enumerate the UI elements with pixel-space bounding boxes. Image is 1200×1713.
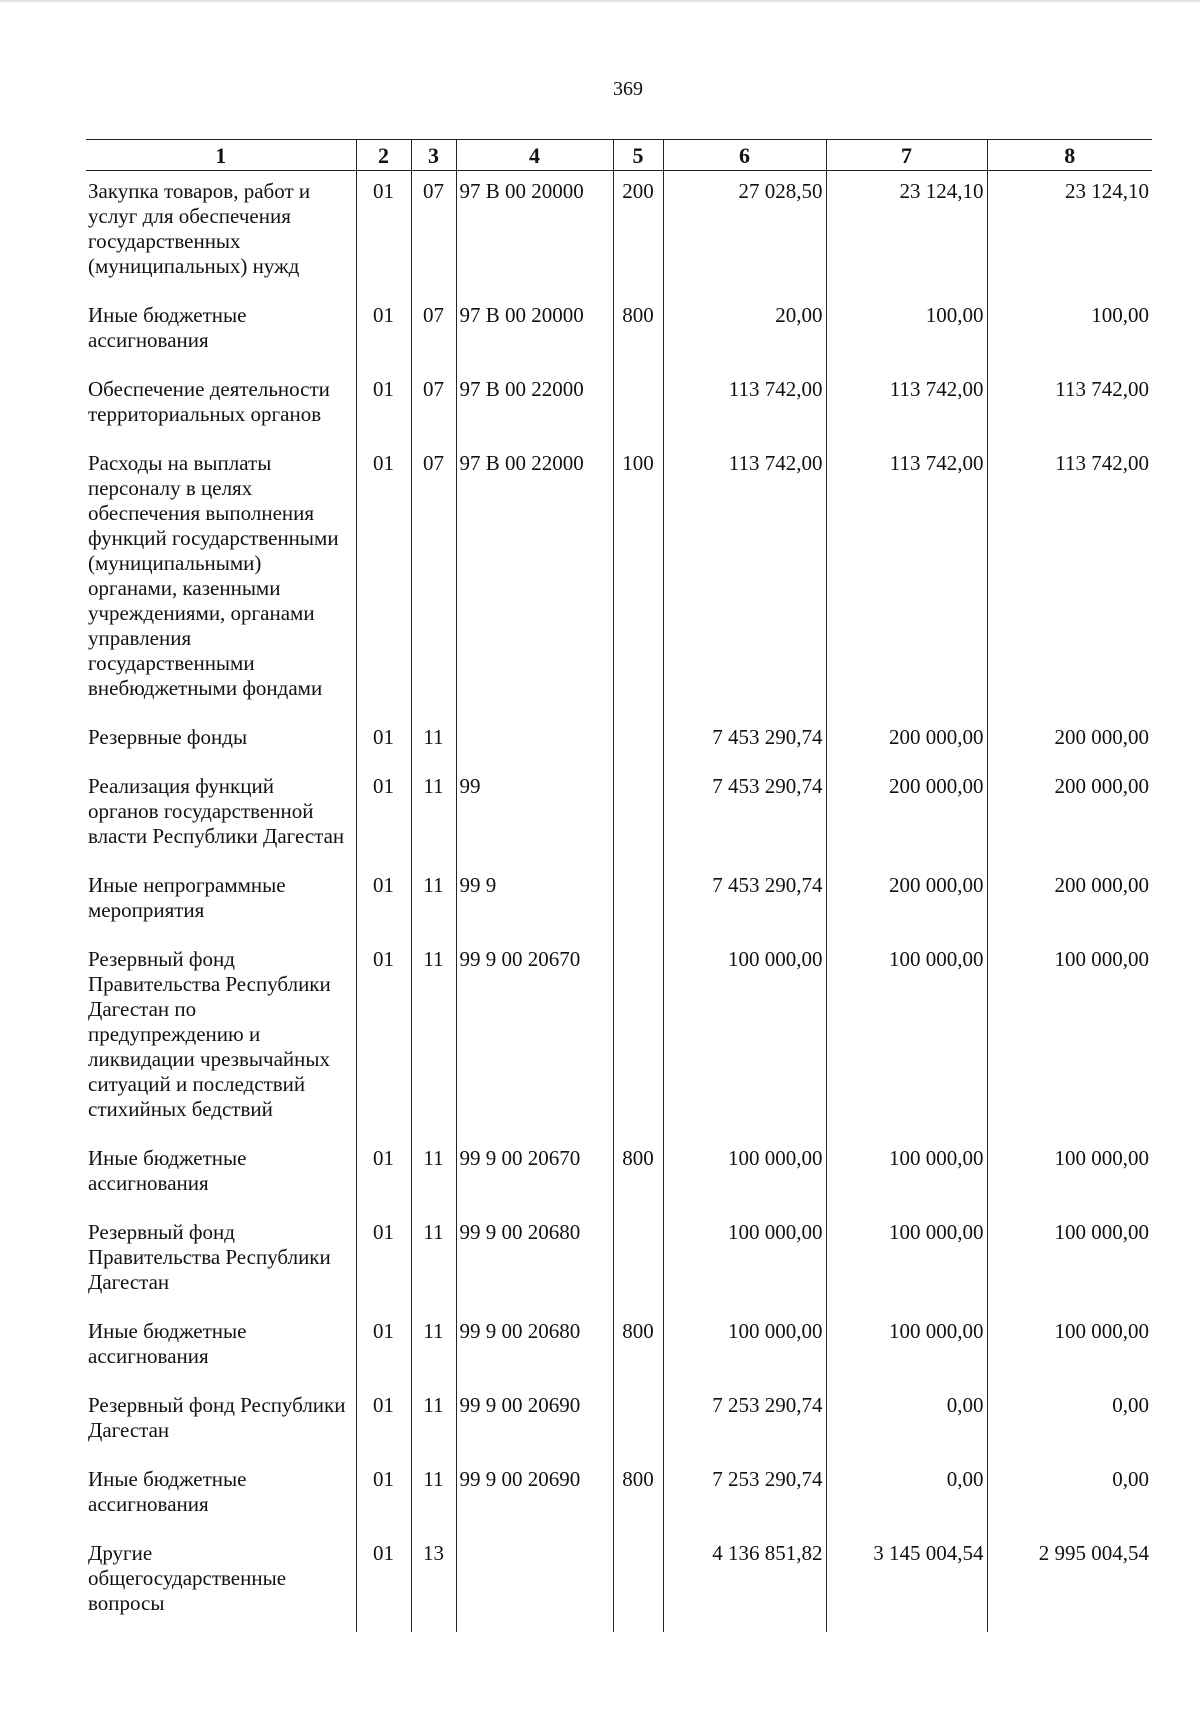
target-article-code: 99 9 xyxy=(456,865,613,939)
column-header: 5 xyxy=(613,140,663,171)
scan-edge xyxy=(0,0,1200,3)
table-row xyxy=(86,717,1152,766)
expense-type-code: 200 xyxy=(613,171,663,296)
subsection-code: 07 xyxy=(411,369,456,443)
amount-year-1: 7 453 290,74 xyxy=(663,865,826,939)
section-code: 01 xyxy=(356,295,411,369)
table-row xyxy=(86,1385,1152,1459)
amount-year-1: 113 742,00 xyxy=(663,369,826,443)
amount-year-3: 100,00 xyxy=(987,295,1152,369)
amount-year-3: 113 742,00 xyxy=(987,443,1152,717)
subsection-code: 11 xyxy=(411,1385,456,1459)
header-row xyxy=(86,140,1152,171)
amount-year-2: 0,00 xyxy=(826,1385,987,1459)
amount-year-1: 100 000,00 xyxy=(663,1212,826,1311)
expense-name: Другие общегосударственные вопросы xyxy=(88,1541,287,1615)
table-row xyxy=(86,171,1152,296)
expense-type-code xyxy=(613,939,663,1138)
section-code: 01 xyxy=(356,1311,411,1385)
column-header: 1 xyxy=(86,140,356,171)
amount-year-2: 113 742,00 xyxy=(826,369,987,443)
expense-type-code xyxy=(613,369,663,443)
budget-table xyxy=(86,139,1152,1632)
expense-type-code: 800 xyxy=(613,1459,663,1533)
expense-name: Иные бюджетные ассигнования xyxy=(88,1319,247,1368)
amount-year-3: 100 000,00 xyxy=(987,1311,1152,1385)
expense-name: Иные бюджетные ассигнования xyxy=(88,303,247,352)
subsection-code: 11 xyxy=(411,939,456,1138)
expense-name: Резервный фонд Правительства Республики Дагестан xyxy=(88,1220,331,1294)
amount-year-3: 200 000,00 xyxy=(987,766,1152,865)
section-code: 01 xyxy=(356,1138,411,1212)
amount-year-3: 100 000,00 xyxy=(987,1212,1152,1311)
column-header: 2 xyxy=(356,140,411,171)
expense-name: Резервный фонд Республики Дагестан xyxy=(88,1393,346,1442)
table-row xyxy=(86,1138,1152,1212)
target-article-code: 99 9 00 20680 xyxy=(456,1212,613,1311)
expense-name: Реализация функций органов государственной власти Республики Дагестан xyxy=(88,774,345,848)
page-number: 369 xyxy=(613,78,643,100)
expense-name: Резервные фонды xyxy=(88,725,248,749)
section-code: 01 xyxy=(356,369,411,443)
amount-year-3: 0,00 xyxy=(987,1385,1152,1459)
table-row xyxy=(86,1459,1152,1533)
expense-type-code xyxy=(613,717,663,766)
section-code: 01 xyxy=(356,443,411,717)
target-article-code xyxy=(456,717,613,766)
column-header: 8 xyxy=(987,140,1152,171)
section-code: 01 xyxy=(356,1459,411,1533)
expense-name: Обеспечение деятельности территориальных органов xyxy=(88,377,330,426)
expense-type-code: 800 xyxy=(613,1138,663,1212)
section-code: 01 xyxy=(356,717,411,766)
amount-year-3: 200 000,00 xyxy=(987,865,1152,939)
target-article-code: 97 В 00 20000 xyxy=(456,295,613,369)
amount-year-3: 200 000,00 xyxy=(987,717,1152,766)
table-row xyxy=(86,939,1152,1138)
target-article-code: 97 В 00 20000 xyxy=(456,171,613,296)
table-row xyxy=(86,369,1152,443)
amount-year-1: 27 028,50 xyxy=(663,171,826,296)
amount-year-2: 100 000,00 xyxy=(826,1138,987,1212)
amount-year-2: 0,00 xyxy=(826,1459,987,1533)
expense-name: Иные бюджетные ассигнования xyxy=(88,1146,247,1195)
subsection-code: 13 xyxy=(411,1533,456,1632)
amount-year-2: 113 742,00 xyxy=(826,443,987,717)
expense-type-code xyxy=(613,1212,663,1311)
target-article-code: 99 9 00 20690 xyxy=(456,1459,613,1533)
subsection-code: 11 xyxy=(411,766,456,865)
subsection-code: 07 xyxy=(411,171,456,296)
subsection-code: 07 xyxy=(411,443,456,717)
amount-year-2: 100,00 xyxy=(826,295,987,369)
amount-year-3: 100 000,00 xyxy=(987,939,1152,1138)
table-row xyxy=(86,865,1152,939)
column-header: 4 xyxy=(456,140,613,171)
target-article-code: 99 9 00 20670 xyxy=(456,939,613,1138)
amount-year-1: 7 453 290,74 xyxy=(663,766,826,865)
expense-type-code xyxy=(613,766,663,865)
amount-year-3: 0,00 xyxy=(987,1459,1152,1533)
amount-year-2: 100 000,00 xyxy=(826,939,987,1138)
section-code: 01 xyxy=(356,1533,411,1632)
table-row xyxy=(86,443,1152,717)
amount-year-3: 100 000,00 xyxy=(987,1138,1152,1212)
target-article-code: 97 В 00 22000 xyxy=(456,443,613,717)
amount-year-1: 100 000,00 xyxy=(663,1138,826,1212)
expense-type-code xyxy=(613,1385,663,1459)
amount-year-1: 4 136 851,82 xyxy=(663,1533,826,1632)
target-article-code: 97 В 00 22000 xyxy=(456,369,613,443)
amount-year-2: 200 000,00 xyxy=(826,766,987,865)
expense-type-code xyxy=(613,865,663,939)
table-row xyxy=(86,766,1152,865)
amount-year-3: 2 995 004,54 xyxy=(987,1533,1152,1632)
section-code: 01 xyxy=(356,1212,411,1311)
amount-year-1: 7 453 290,74 xyxy=(663,717,826,766)
amount-year-1: 113 742,00 xyxy=(663,443,826,717)
target-article-code: 99 9 00 20690 xyxy=(456,1385,613,1459)
table-row xyxy=(86,1212,1152,1311)
table-row xyxy=(86,1311,1152,1385)
amount-year-2: 100 000,00 xyxy=(826,1311,987,1385)
expense-name: Расходы на выплаты персоналу в целях обеспечения выполнения функций государственными (муниципальными) органами, казенными учреждениями, органами управления государственными внебюджетными фондами xyxy=(88,451,339,700)
expense-type-code xyxy=(613,1533,663,1632)
amount-year-2: 200 000,00 xyxy=(826,865,987,939)
expense-name: Иные бюджетные ассигнования xyxy=(88,1467,247,1516)
section-code: 01 xyxy=(356,766,411,865)
subsection-code: 11 xyxy=(411,717,456,766)
column-header: 6 xyxy=(663,140,826,171)
amount-year-1: 100 000,00 xyxy=(663,1311,826,1385)
subsection-code: 11 xyxy=(411,1138,456,1212)
expense-type-code: 800 xyxy=(613,295,663,369)
expense-type-code: 800 xyxy=(613,1311,663,1385)
amount-year-3: 113 742,00 xyxy=(987,369,1152,443)
subsection-code: 07 xyxy=(411,295,456,369)
subsection-code: 11 xyxy=(411,1212,456,1311)
amount-year-1: 20,00 xyxy=(663,295,826,369)
subsection-code: 11 xyxy=(411,1459,456,1533)
section-code: 01 xyxy=(356,865,411,939)
amount-year-2: 3 145 004,54 xyxy=(826,1533,987,1632)
expense-name: Иные непрограммные мероприятия xyxy=(88,873,286,922)
expense-name: Резервный фонд Правительства Республики Дагестан по предупреждению и ликвидации чрезвычайных ситуаций и последствий стихийных бедствий xyxy=(88,947,331,1121)
amount-year-3: 23 124,10 xyxy=(987,171,1152,296)
subsection-code: 11 xyxy=(411,1311,456,1385)
column-header: 7 xyxy=(826,140,987,171)
amount-year-2: 100 000,00 xyxy=(826,1212,987,1311)
expense-name: Закупка товаров, работ и услуг для обеспечения государственных (муниципальных) нужд xyxy=(88,179,311,278)
target-article-code: 99 xyxy=(456,766,613,865)
target-article-code: 99 9 00 20680 xyxy=(456,1311,613,1385)
amount-year-2: 200 000,00 xyxy=(826,717,987,766)
subsection-code: 11 xyxy=(411,865,456,939)
section-code: 01 xyxy=(356,1385,411,1459)
amount-year-1: 100 000,00 xyxy=(663,939,826,1138)
target-article-code: 99 9 00 20670 xyxy=(456,1138,613,1212)
amount-year-1: 7 253 290,74 xyxy=(663,1459,826,1533)
column-header: 3 xyxy=(411,140,456,171)
section-code: 01 xyxy=(356,939,411,1138)
target-article-code xyxy=(456,1533,613,1632)
section-code: 01 xyxy=(356,171,411,296)
amount-year-2: 23 124,10 xyxy=(826,171,987,296)
expense-type-code: 100 xyxy=(613,443,663,717)
table-row xyxy=(86,1533,1152,1632)
table-row xyxy=(86,295,1152,369)
amount-year-1: 7 253 290,74 xyxy=(663,1385,826,1459)
